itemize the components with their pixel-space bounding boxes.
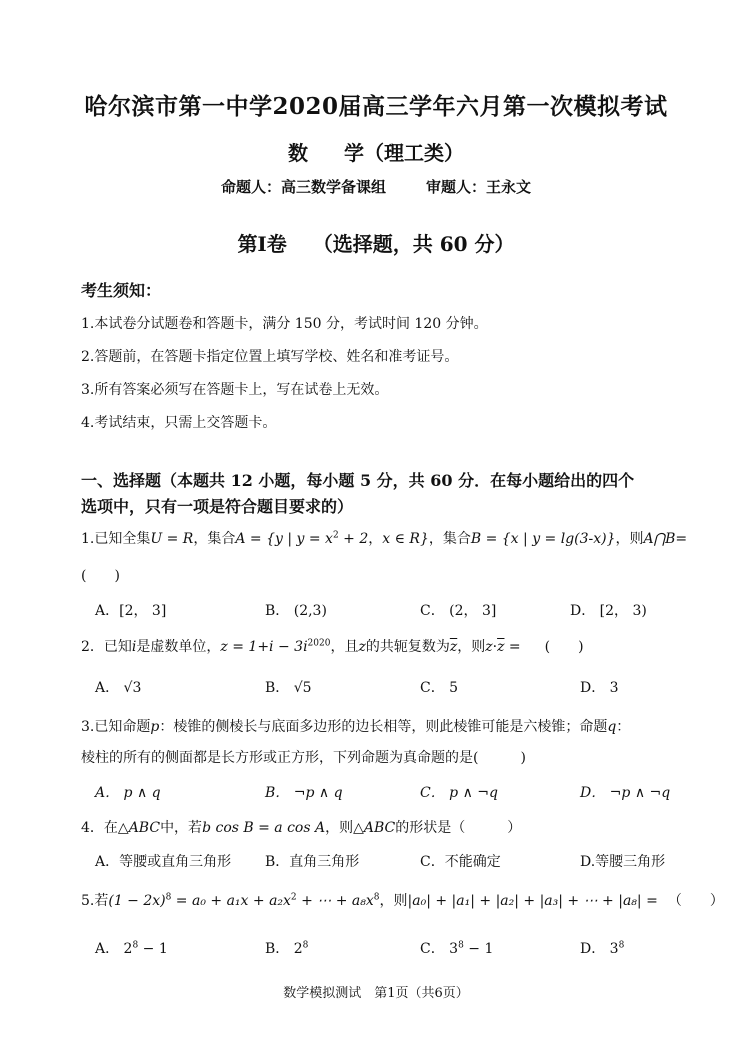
- option-c: C．不能确定: [420, 854, 501, 870]
- volume-title: [0, 228, 752, 257]
- option-sup: 8: [302, 940, 309, 951]
- option-a: A． √3: [95, 680, 142, 696]
- q-text: 3.已知命题: [81, 719, 151, 735]
- notice-item: 1.本试卷分试题卷和答题卡，满分 150 分，考试时间 120 分钟。: [81, 316, 488, 332]
- exam-title: 哈尔滨市第一中学2020届高三学年六月第一次模拟考试: [84, 93, 668, 120]
- page-footer: 数学模拟测试 第1页（共6页）: [283, 986, 469, 1001]
- section-heading-line2: 选项中，只有一项是符合题目要求的）: [81, 497, 354, 516]
- q-math: z = 1+i − 3i: [220, 639, 308, 655]
- option-a: A．等腰或直角三角形: [95, 854, 232, 870]
- option-text: B． 2: [265, 941, 303, 957]
- q-math-sup: 8: [165, 892, 172, 903]
- question-number: 2．: [81, 639, 104, 655]
- reviewer: 审题人：王永文: [426, 178, 532, 196]
- q-math: z: [358, 639, 366, 655]
- q-math: b cos B = a cos A: [202, 820, 326, 836]
- q-math-sup: 8: [373, 892, 380, 903]
- option-sup: 8: [132, 940, 139, 951]
- notice-heading: 考生须知：: [81, 281, 162, 300]
- question-3-line2: 棱柱的所有的侧面都是长方形或正方形，下列命题为真命题的是( ): [81, 750, 526, 766]
- option-a: A．[2， 3]: [95, 603, 167, 619]
- q-text: ，集合: [428, 531, 471, 547]
- option-a: [95, 938, 168, 958]
- question-5: [81, 890, 724, 910]
- subject-part-a: 数: [288, 141, 308, 165]
- notice-item: 4.考试结束，只需上交答题卡。: [81, 415, 277, 431]
- question-1: [81, 528, 687, 548]
- q-math: B = {x | y = lg(3-x)}: [470, 531, 616, 547]
- notice-item: 2.答题前，在答题卡指定位置上填写学校、姓名和准考证号。: [81, 349, 459, 365]
- q-math: (1 − 2x): [108, 893, 166, 909]
- volume-number: 第Ⅰ卷: [237, 232, 287, 256]
- q-text: 中，若: [160, 820, 203, 836]
- section-heading-line1: 一、选择题（本题共 12 小题，每小题 5 分，共 60 分．在每小题给出的四个: [81, 471, 635, 490]
- q-text: 的共轭复数为: [365, 639, 450, 655]
- q-math: + 2: [338, 531, 369, 547]
- option-b: B． √5: [265, 680, 312, 696]
- q-text: ，: [368, 531, 383, 547]
- q-math-sup: 2020: [307, 638, 331, 649]
- question-3-line1: [81, 716, 630, 736]
- option-b: B． (2,3): [265, 603, 327, 619]
- volume-desc: （选择题，共 60 分）: [312, 232, 515, 256]
- q-math: =: [504, 639, 521, 655]
- q-math: ·: [492, 639, 498, 655]
- q-math: q: [607, 719, 617, 735]
- q-math-sup: 2: [290, 892, 297, 903]
- subject-title: [0, 137, 752, 166]
- authors-line: [0, 176, 752, 197]
- q-text: 已知全集: [94, 531, 151, 547]
- q-math: A = {y | y = x: [235, 531, 333, 547]
- option-b: B． ¬p ∧ q: [265, 785, 343, 801]
- q-text: 是虚数单位，: [136, 639, 221, 655]
- option-sup: 8: [458, 940, 464, 951]
- option-c: C． 5: [420, 680, 459, 696]
- option-a: A． p ∧ q: [95, 785, 161, 801]
- option-d: D． 3: [580, 680, 619, 696]
- q-math-conjugate: $\overline{z}$: [497, 639, 505, 655]
- q-math: x ∈ R}: [382, 531, 429, 547]
- option-d: D.等腰三角形: [580, 854, 666, 870]
- q-text: ，集合: [193, 531, 236, 547]
- q-math: ABC: [128, 820, 161, 836]
- q-text: ：: [616, 719, 631, 735]
- option-text: − 1: [138, 941, 168, 957]
- option-d: D． [2， 3): [570, 603, 647, 619]
- q-math: i: [131, 639, 137, 655]
- q-math: + ⋯ + a₈x: [296, 893, 374, 909]
- question-number: 1.: [81, 531, 95, 547]
- q-math: ABC: [363, 820, 396, 836]
- answer-paren: （ ）: [667, 893, 724, 909]
- question-2: [81, 636, 584, 656]
- q-text: 的形状是（ ）: [395, 820, 522, 836]
- option-b: B．直角三角形: [265, 854, 360, 870]
- option-text: A． 2: [95, 941, 133, 957]
- option-c: [420, 938, 493, 958]
- question-4: [81, 817, 521, 837]
- q-math-conjugate: $\overline{z}$: [449, 639, 458, 655]
- option-c: C． (2， 3]: [420, 603, 497, 619]
- option-text: D． 3: [580, 941, 619, 957]
- answer-paren: ( ): [81, 568, 120, 584]
- option-c: C． p ∧ ¬q: [420, 785, 498, 801]
- q-text: ，则: [379, 893, 408, 909]
- option-sup: 8: [618, 940, 625, 951]
- option-d: D． ¬p ∧ ¬q: [580, 785, 671, 801]
- q-math-sup: 2: [332, 530, 339, 541]
- q-text: ：棱锥的侧棱长与底面多边形的边长相等，则此棱锥可能是六棱锥；命题: [159, 719, 608, 735]
- answer-paren: ( ): [544, 639, 584, 655]
- q-math: = a₀ + a₁x + a₂x: [171, 893, 291, 909]
- q-math: A⋂B=: [643, 531, 688, 547]
- q-text: ，则: [615, 531, 644, 547]
- q-text: 4．在△: [81, 820, 129, 836]
- q-text: 已知: [103, 639, 132, 655]
- q-math: |a₀| + |a₁| + |a₂| + |a₃| + ⋯ + |a₈| =: [407, 893, 658, 909]
- q-text: 5.若: [81, 893, 109, 909]
- author: 命题人：高三数学备课组: [220, 178, 386, 196]
- q-text: ，且: [330, 639, 359, 655]
- q-math: p: [150, 719, 160, 735]
- notice-item: 3.所有答案必须写在答题卡上，写在试卷上无效。: [81, 382, 389, 398]
- subject-part-b: 学（理工类）: [344, 141, 464, 165]
- option-d: [580, 938, 624, 958]
- option-text: − 1: [463, 941, 494, 957]
- q-text: ，则: [457, 639, 486, 655]
- option-b: [265, 938, 308, 958]
- q-math: z: [485, 639, 493, 655]
- q-text: ，则△: [325, 820, 364, 836]
- option-text: C． 3: [420, 941, 459, 957]
- q-math: U = R: [150, 531, 194, 547]
